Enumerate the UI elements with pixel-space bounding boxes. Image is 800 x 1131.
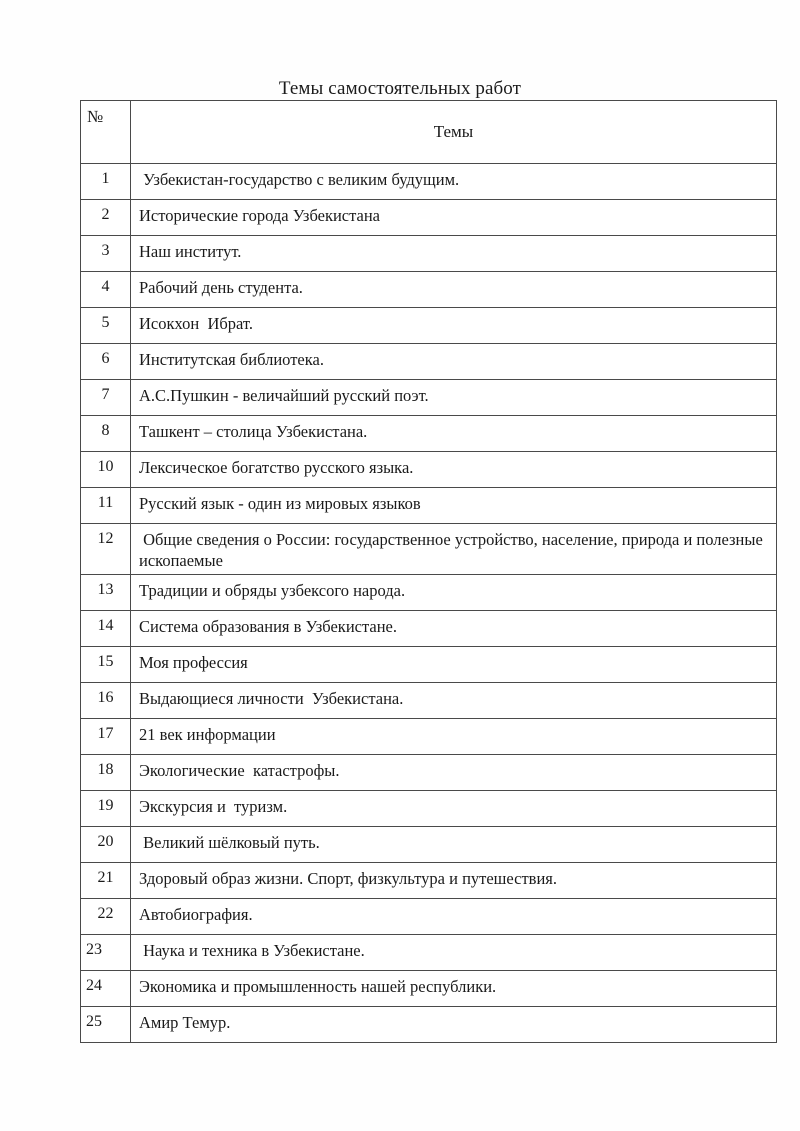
row-number-cell: 15 bbox=[81, 647, 131, 683]
row-number-cell: 20 bbox=[81, 827, 131, 863]
row-topic-cell: Исторические города Узбекистана bbox=[131, 200, 777, 236]
table-row bbox=[81, 200, 777, 236]
table-row bbox=[81, 935, 777, 971]
table-row bbox=[81, 755, 777, 791]
row-topic-cell: Институтская библиотека. bbox=[131, 344, 777, 380]
table-row bbox=[81, 611, 777, 647]
row-topic-cell: Исокхон Ибрат. bbox=[131, 308, 777, 344]
row-number-cell: 25 bbox=[81, 1007, 131, 1043]
table-row bbox=[81, 344, 777, 380]
row-topic-cell: Экономика и промышленность нашей республики. bbox=[131, 971, 777, 1007]
row-number-cell: 2 bbox=[81, 200, 131, 236]
row-topic-cell: Амир Темур. bbox=[131, 1007, 777, 1043]
column-header-number: № bbox=[81, 101, 131, 164]
row-topic-cell: Узбекистан-государство с великим будущим. bbox=[131, 164, 777, 200]
row-number-cell: 8 bbox=[81, 416, 131, 452]
row-topic-cell: Наш институт. bbox=[131, 236, 777, 272]
row-number-cell: 22 bbox=[81, 899, 131, 935]
row-topic-cell: Моя профессия bbox=[131, 647, 777, 683]
row-number-cell: 23 bbox=[81, 935, 131, 971]
row-topic-cell: Система образования в Узбекистане. bbox=[131, 611, 777, 647]
row-number-cell: 17 bbox=[81, 719, 131, 755]
table-row bbox=[81, 308, 777, 344]
row-number-cell: 13 bbox=[81, 575, 131, 611]
row-number-cell: 5 bbox=[81, 308, 131, 344]
table-row bbox=[81, 899, 777, 935]
row-number-cell: 3 bbox=[81, 236, 131, 272]
table-body bbox=[81, 164, 777, 1043]
table-row bbox=[81, 1007, 777, 1043]
page-title: Темы самостоятельных работ bbox=[278, 78, 522, 99]
table-row bbox=[81, 863, 777, 899]
table-row bbox=[81, 452, 777, 488]
table-row bbox=[81, 575, 777, 611]
table-header-row bbox=[81, 101, 777, 164]
row-topic-cell: Лексическое богатство русского языка. bbox=[131, 452, 777, 488]
row-topic-cell: Экскурсия и туризм. bbox=[131, 791, 777, 827]
row-number-cell: 10 bbox=[81, 452, 131, 488]
table-row bbox=[81, 416, 777, 452]
row-topic-cell: А.С.Пушкин - величайший русский поэт. bbox=[131, 380, 777, 416]
row-topic-cell: Наука и техника в Узбекистане. bbox=[131, 935, 777, 971]
row-topic-cell: Выдающиеся личности Узбекистана. bbox=[131, 683, 777, 719]
table-row bbox=[81, 827, 777, 863]
row-number-cell: 18 bbox=[81, 755, 131, 791]
topics-table bbox=[80, 100, 777, 1043]
row-topic-cell: Общие сведения о России: государственное устройство, население, природа и полезные ископаемые bbox=[131, 524, 777, 575]
row-topic-cell: Здоровый образ жизни. Спорт, физкультура и путешествия. bbox=[131, 863, 777, 899]
table-row bbox=[81, 683, 777, 719]
row-topic-cell: Рабочий день студента. bbox=[131, 272, 777, 308]
row-number-cell: 16 bbox=[81, 683, 131, 719]
row-number-cell: 7 bbox=[81, 380, 131, 416]
table-row bbox=[81, 164, 777, 200]
row-topic-cell: Традиции и обряды узбексого народа. bbox=[131, 575, 777, 611]
row-number-cell: 21 bbox=[81, 863, 131, 899]
table-row bbox=[81, 647, 777, 683]
row-number-cell: 4 bbox=[81, 272, 131, 308]
table-row bbox=[81, 971, 777, 1007]
row-topic-cell: 21 век информации bbox=[131, 719, 777, 755]
table-row bbox=[81, 719, 777, 755]
row-topic-cell: Ташкент – столица Узбекистана. bbox=[131, 416, 777, 452]
row-number-cell: 1 bbox=[81, 164, 131, 200]
row-number-cell: 11 bbox=[81, 488, 131, 524]
table-row bbox=[81, 272, 777, 308]
row-topic-cell: Автобиография. bbox=[131, 899, 777, 935]
row-number-cell: 12 bbox=[81, 524, 131, 575]
row-topic-cell: Экологические катастрофы. bbox=[131, 755, 777, 791]
column-header-topic: Темы bbox=[131, 101, 777, 164]
table-row bbox=[81, 488, 777, 524]
row-number-cell: 19 bbox=[81, 791, 131, 827]
row-number-cell: 14 bbox=[81, 611, 131, 647]
row-topic-cell: Великий шёлковый путь. bbox=[131, 827, 777, 863]
table-row bbox=[81, 524, 777, 575]
table-row bbox=[81, 791, 777, 827]
row-topic-cell: Русский язык - один из мировых языков bbox=[131, 488, 777, 524]
table-row bbox=[81, 236, 777, 272]
table-header bbox=[81, 101, 777, 164]
row-number-cell: 6 bbox=[81, 344, 131, 380]
table-row bbox=[81, 380, 777, 416]
row-number-cell: 24 bbox=[81, 971, 131, 1007]
